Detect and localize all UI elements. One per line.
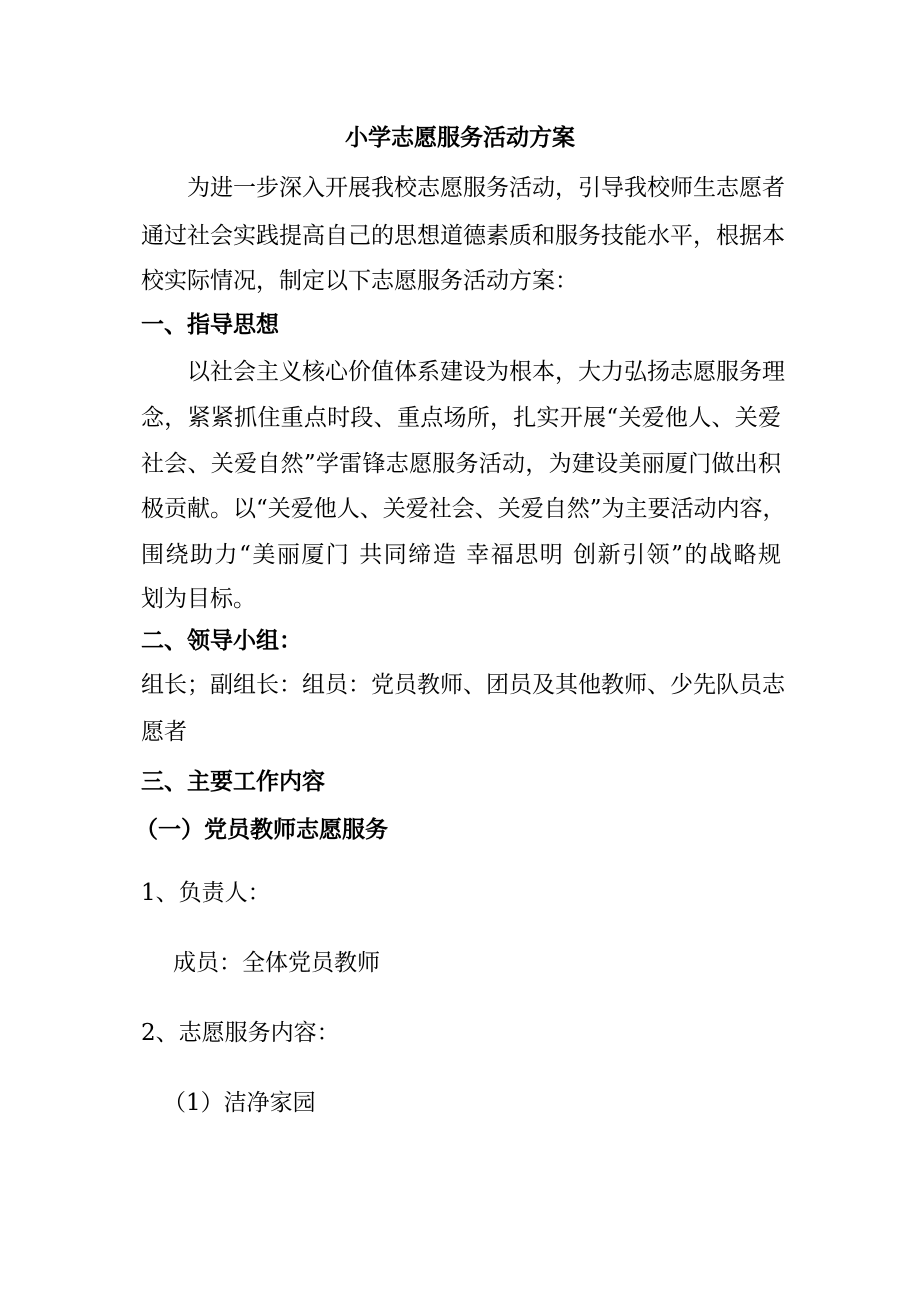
- section1-line-3: 社会、关爱自然”学雷锋志愿服务活动，为建设美丽厦门做出积: [141, 451, 781, 477]
- item-responsible-person: 1、负责人：: [141, 880, 271, 906]
- section1-line-6: 划为目标。: [141, 586, 256, 612]
- intro-line-3: 校实际情况，制定以下志愿服务活动方案：: [141, 268, 578, 294]
- section2-line-2: 愿者: [141, 719, 187, 745]
- subsection-heading-party-teachers: （一）党员教师志愿服务: [135, 817, 388, 843]
- section1-line-4: 极贡献。以“关爱他人、关爱社会、关爱自然”为主要活动内容，: [141, 496, 786, 522]
- section-heading-main-work: 三、主要工作内容: [141, 769, 325, 795]
- item-clean-home: （1）洁净家园: [163, 1090, 316, 1116]
- section-heading-guiding-ideology: 一、指导思想: [141, 312, 279, 338]
- intro-line-1: 为进一步深入开展我校志愿服务活动，引导我校师生志愿者: [187, 175, 785, 201]
- item-service-content: 2、志愿服务内容：: [141, 1020, 340, 1046]
- section1-line-1: 以社会主义核心价值体系建设为根本，大力弘扬志愿服务理: [187, 359, 785, 385]
- section1-line-5: 围绕助力“美丽厦门 共同缔造 幸福思明 创新引领”的战略规: [141, 542, 781, 568]
- document-title: 小学志愿服务活动方案: [345, 125, 575, 151]
- intro-line-2: 通过社会实践提高自己的思想道德素质和服务技能水平，根据本: [141, 223, 785, 249]
- section1-line-2: 念，紧紧抓住重点时段、重点场所，扎实开展“关爱他人、关爱: [141, 405, 781, 431]
- section2-line-1: 组长；副组长：组员：党员教师、团员及其他教师、少先队员志: [141, 672, 785, 698]
- item-members: 成员：全体党员教师: [173, 950, 380, 976]
- section-heading-leading-group: 二、领导小组：: [141, 628, 302, 654]
